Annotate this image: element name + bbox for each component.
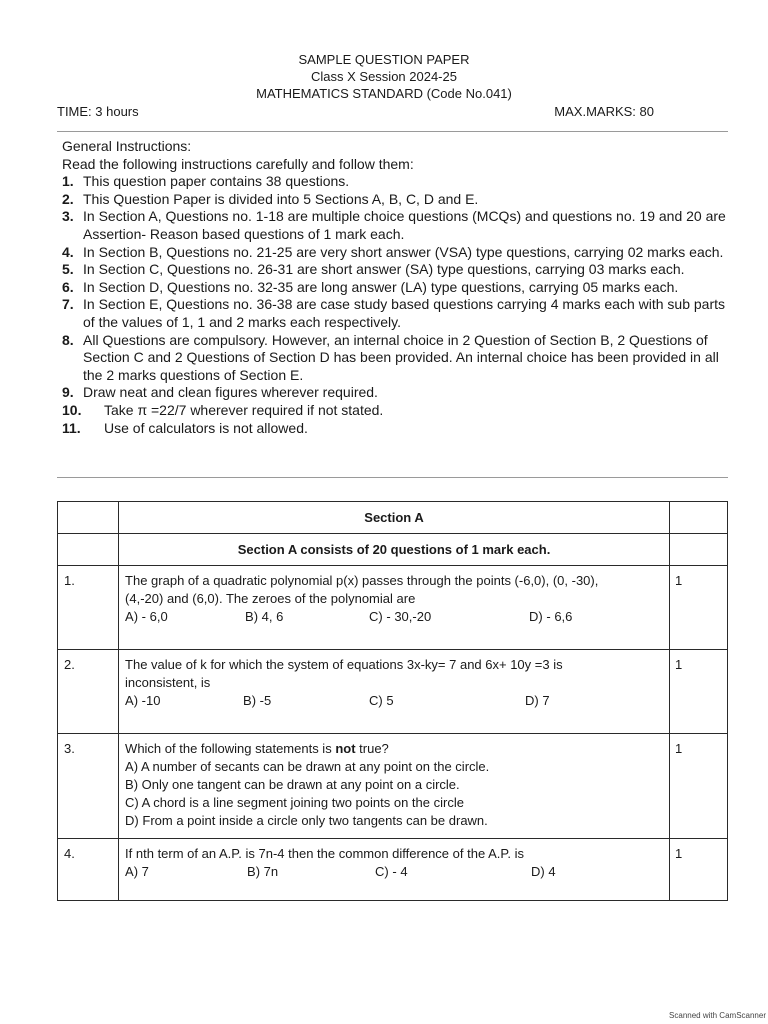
question-marks: 1 xyxy=(670,566,728,650)
section-title: Section A xyxy=(119,502,670,534)
header-divider xyxy=(57,131,728,132)
question-row xyxy=(58,650,728,734)
question-number: 4. xyxy=(58,839,119,901)
section-title-row xyxy=(58,502,728,534)
instruction-item: 9. Draw neat and clean figures wherever required. xyxy=(62,384,378,401)
question-body xyxy=(119,650,670,734)
question-number: 3. xyxy=(58,734,119,839)
option: D) - 6,6 xyxy=(529,609,573,624)
instructions-heading: General Instructions: xyxy=(62,138,192,154)
instruction-item: 5. In Section C, Questions no. 26-31 are short answer (SA) type questions, carrying 03 marks each. xyxy=(62,261,685,278)
option: B) 7n xyxy=(247,864,279,879)
choice: B) Only one tangent can be drawn at any point on a circle. xyxy=(125,777,460,792)
option-row xyxy=(125,608,663,626)
option: A) 7 xyxy=(125,864,149,879)
option: D) 7 xyxy=(525,693,550,708)
option: A) - 6,0 xyxy=(125,609,168,624)
scanner-watermark: Scanned with CamScanner xyxy=(669,1011,766,1020)
question-number: 1. xyxy=(58,566,119,650)
question-text: The value of k for which the system of equations 3x-ky= 7 and 6x+ 10y =3 is xyxy=(125,657,563,672)
choice: D) From a point inside a circle only two tangents can be drawn. xyxy=(125,813,488,828)
instruction-item: 4. In Section B, Questions no. 21-25 are very short answer (VSA) type questions, carrying 02 marks each. xyxy=(62,243,724,260)
option: B) -5 xyxy=(243,693,272,708)
question-marks: 1 xyxy=(670,734,728,839)
choice: A) A number of secants can be drawn at any point on the circle. xyxy=(125,759,490,774)
instruction-item: 8. All Questions are compulsory. However, an internal choice in 2 Question of Section B, 2 Questions of Section C and 2 Questions of Section D has been provided. An internal choice has been provided in all the 2 marks questions of Section E. xyxy=(62,331,719,383)
paper-title: SAMPLE QUESTION PAPER xyxy=(298,52,470,67)
question-body xyxy=(119,734,670,839)
question-number: 2. xyxy=(58,650,119,734)
question-body xyxy=(119,566,670,650)
question-row xyxy=(58,734,728,839)
option: C) 5 xyxy=(369,693,394,708)
question-marks: 1 xyxy=(670,839,728,901)
general-instructions xyxy=(62,138,730,437)
instruction-item: 10. Take π =22/7 wherever required if not stated. xyxy=(62,401,384,418)
instruction-item: 7. In Section E, Questions no. 36-38 are case study based questions carrying 4 marks each with sub parts of the values of 1, 1 and 2 marks each respectively. xyxy=(62,296,726,330)
max-marks: MAX.MARKS: 80 xyxy=(554,104,654,119)
instruction-item: 1. This question paper contains 38 questions. xyxy=(62,173,350,190)
option-row xyxy=(125,692,663,710)
question-row xyxy=(58,566,728,650)
question-text: inconsistent, is xyxy=(125,675,211,690)
instruction-item: 3. In Section A, Questions no. 1-18 are multiple choice questions (MCQs) and questions no. 19 and 20 are Assertion- Reason based questions of 1 mark each. xyxy=(62,208,726,242)
choice: C) A chord is a line segment joining two points on the circle xyxy=(125,795,464,810)
instruction-item: 6. In Section D, Questions no. 32-35 are long answer (LA) type questions, carrying 05 marks each. xyxy=(62,278,679,295)
instructions-list xyxy=(62,173,730,437)
section-subtitle: Section A consists of 20 questions of 1 mark each. xyxy=(119,534,670,566)
option: B) 4, 6 xyxy=(245,609,284,624)
option: A) -10 xyxy=(125,693,161,708)
question-row xyxy=(58,839,728,901)
instructions-divider xyxy=(57,477,728,478)
question-marks: 1 xyxy=(670,650,728,734)
option: D) 4 xyxy=(531,864,556,879)
question-text: Which of the following statements is not true? xyxy=(125,741,389,756)
instructions-intro: Read the following instructions carefully and follow them: xyxy=(62,155,414,172)
instruction-item: 11. Use of calculators is not allowed. xyxy=(62,419,308,436)
option: C) - 30,-20 xyxy=(369,609,432,624)
question-body xyxy=(119,839,670,901)
option-row xyxy=(125,863,663,881)
class-session: Class X Session 2024-25 xyxy=(311,69,457,84)
question-text: If nth term of an A.P. is 7n-4 then the common difference of the A.P. is xyxy=(125,846,524,861)
question-text: (4,-20) and (6,0). The zeroes of the polynomial are xyxy=(125,591,416,606)
instruction-item: 2. This Question Paper is divided into 5 Sections A, B, C, D and E. xyxy=(62,190,479,207)
subject-code: MATHEMATICS STANDARD (Code No.041) xyxy=(256,86,512,101)
section-subtitle-row xyxy=(58,534,728,566)
time-allowed: TIME: 3 hours xyxy=(57,104,139,119)
option: C) - 4 xyxy=(375,864,408,879)
question-text: The graph of a quadratic polynomial p(x) passes through the points (-6,0), (0, -30), xyxy=(125,573,599,588)
section-a-table xyxy=(57,501,728,901)
